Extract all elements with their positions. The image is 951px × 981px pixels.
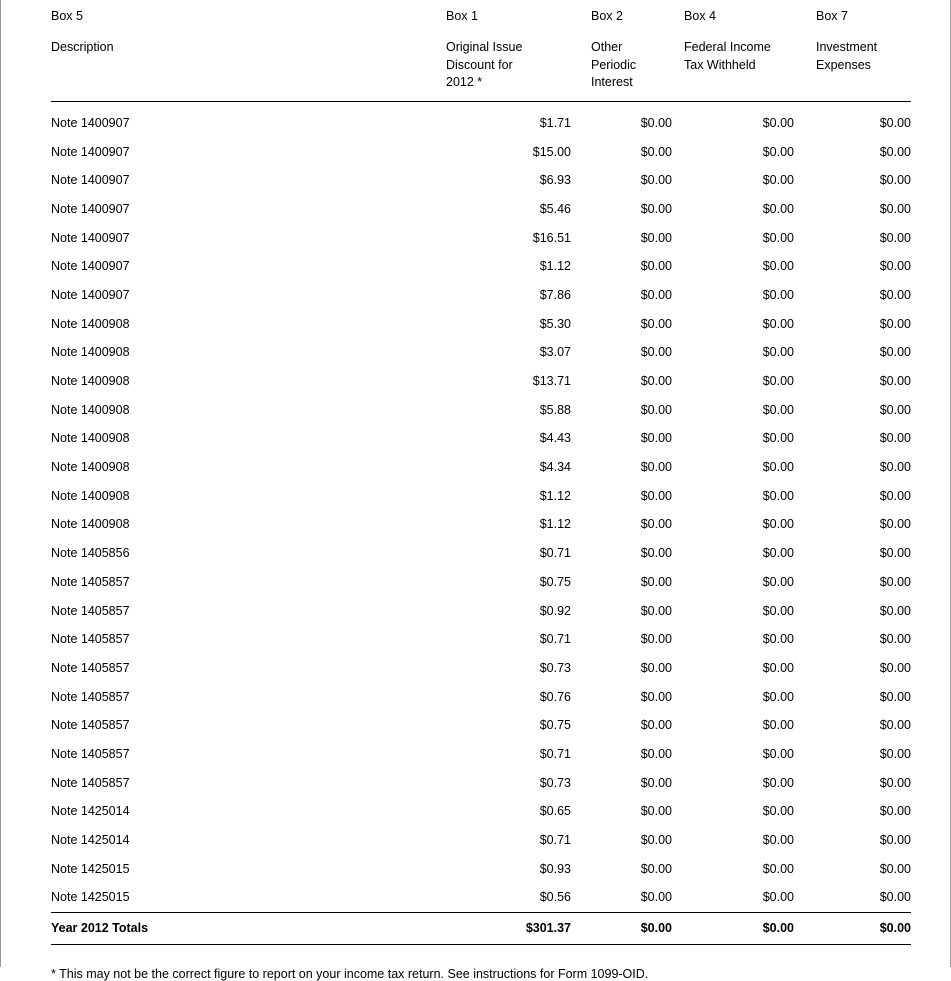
row-description: Note 1400907 xyxy=(51,230,130,245)
row-box1: $0.71 xyxy=(539,632,571,647)
row-box7: $0.00 xyxy=(879,201,911,216)
row-box4: $0.00 xyxy=(762,431,794,446)
totals-box1: $301.37 xyxy=(525,921,571,936)
row-box2: $0.00 xyxy=(640,603,672,618)
row-box1: $16.51 xyxy=(532,230,571,245)
row-box2: $0.00 xyxy=(640,746,672,761)
row-box2: $0.00 xyxy=(640,574,672,589)
table-row xyxy=(51,768,911,797)
row-box1: $5.30 xyxy=(539,316,571,331)
row-box7: $0.00 xyxy=(879,574,911,589)
row-box7: $0.00 xyxy=(879,316,911,331)
row-description: Note 1425015 xyxy=(51,861,130,876)
row-box4: $0.00 xyxy=(762,718,794,733)
row-box4: $0.00 xyxy=(762,546,794,561)
row-box2: $0.00 xyxy=(640,287,672,302)
row-box2: $0.00 xyxy=(640,546,672,561)
row-box7: $0.00 xyxy=(879,833,911,848)
table-row xyxy=(51,682,911,711)
row-box4: $0.00 xyxy=(762,287,794,302)
row-description: Note 1400908 xyxy=(51,460,130,475)
table-row xyxy=(51,854,911,883)
row-box7: $0.00 xyxy=(879,287,911,302)
row-box2: $0.00 xyxy=(640,775,672,790)
row-box7: $0.00 xyxy=(879,259,911,274)
header-box-desc: Box 5 xyxy=(51,9,83,23)
row-box2: $0.00 xyxy=(640,861,672,876)
row-box7: $0.00 xyxy=(879,144,911,159)
table-row xyxy=(51,625,911,654)
row-description: Note 1400907 xyxy=(51,115,130,130)
table-row xyxy=(51,395,911,424)
row-box7: $0.00 xyxy=(879,775,911,790)
row-box1: $0.71 xyxy=(539,746,571,761)
row-box2: $0.00 xyxy=(640,689,672,704)
row-box2: $0.00 xyxy=(640,316,672,331)
row-box7: $0.00 xyxy=(879,718,911,733)
row-box4: $0.00 xyxy=(762,488,794,503)
header-title-row xyxy=(51,39,911,101)
row-box1: $0.93 xyxy=(539,861,571,876)
header-box-1: Box 1 xyxy=(446,9,478,23)
row-description: Note 1400908 xyxy=(51,316,130,331)
row-box7: $0.00 xyxy=(879,374,911,389)
row-box7: $0.00 xyxy=(879,431,911,446)
header-title-investment-expenses xyxy=(816,39,911,101)
row-box2: $0.00 xyxy=(640,259,672,274)
row-box4: $0.00 xyxy=(762,460,794,475)
header-title-description-text: Description xyxy=(51,40,114,54)
header-box-2: Box 2 xyxy=(591,9,623,23)
row-box4: $0.00 xyxy=(762,603,794,618)
table-row xyxy=(51,510,911,539)
row-box2: $0.00 xyxy=(640,201,672,216)
totals-label: Year 2012 Totals xyxy=(51,921,149,936)
row-box4: $0.00 xyxy=(762,201,794,216)
row-box7: $0.00 xyxy=(879,115,911,130)
row-box2: $0.00 xyxy=(640,144,672,159)
row-box4: $0.00 xyxy=(762,746,794,761)
row-box1: $1.12 xyxy=(539,259,571,274)
row-description: Note 1400908 xyxy=(51,345,130,360)
row-box2: $0.00 xyxy=(640,173,672,188)
row-box2: $0.00 xyxy=(640,833,672,848)
row-box2: $0.00 xyxy=(640,431,672,446)
table-row xyxy=(51,826,911,855)
table-row xyxy=(51,252,911,281)
row-box1: $0.92 xyxy=(539,603,571,618)
row-box4: $0.00 xyxy=(762,689,794,704)
row-description: Note 1400908 xyxy=(51,488,130,503)
row-box7: $0.00 xyxy=(879,804,911,819)
row-box4: $0.00 xyxy=(762,115,794,130)
header-title-other-periodic-interest xyxy=(591,39,684,101)
row-box4: $0.00 xyxy=(762,804,794,819)
oid-table xyxy=(51,0,911,945)
row-description: Note 1405857 xyxy=(51,689,130,704)
row-box1: $1.12 xyxy=(539,488,571,503)
row-box7: $0.00 xyxy=(879,603,911,618)
row-description: Note 1400907 xyxy=(51,144,130,159)
row-box4: $0.00 xyxy=(762,259,794,274)
row-box4: $0.00 xyxy=(762,173,794,188)
row-box7: $0.00 xyxy=(879,230,911,245)
row-description: Note 1400907 xyxy=(51,287,130,302)
row-box2: $0.00 xyxy=(640,488,672,503)
row-box1: $4.34 xyxy=(539,460,571,475)
row-box4: $0.00 xyxy=(762,660,794,675)
row-description: Note 1405857 xyxy=(51,632,130,647)
row-box2: $0.00 xyxy=(640,230,672,245)
row-box2: $0.00 xyxy=(640,460,672,475)
row-box2: $0.00 xyxy=(640,660,672,675)
row-box2: $0.00 xyxy=(640,517,672,532)
row-description: Note 1400907 xyxy=(51,259,130,274)
row-box7: $0.00 xyxy=(879,660,911,675)
row-box1: $6.93 xyxy=(539,173,571,188)
table-row xyxy=(51,797,911,826)
row-box7: $0.00 xyxy=(879,546,911,561)
row-box1: $0.73 xyxy=(539,775,571,790)
header-title-box2-text: Other Periodic Interest xyxy=(591,40,637,89)
row-description: Note 1400908 xyxy=(51,517,130,532)
row-box1: $0.75 xyxy=(539,574,571,589)
row-box7: $0.00 xyxy=(879,517,911,532)
row-box7: $0.00 xyxy=(879,890,911,905)
row-description: Note 1405856 xyxy=(51,546,130,561)
row-box7: $0.00 xyxy=(879,488,911,503)
row-box1: $0.71 xyxy=(539,833,571,848)
row-box2: $0.00 xyxy=(640,345,672,360)
table-head xyxy=(51,0,911,102)
row-box1: $0.75 xyxy=(539,718,571,733)
row-box7: $0.00 xyxy=(879,632,911,647)
row-box7: $0.00 xyxy=(879,173,911,188)
row-box2: $0.00 xyxy=(640,804,672,819)
totals-row xyxy=(51,913,911,944)
row-description: Note 1425015 xyxy=(51,890,130,905)
header-title-box4-text: Federal Income Tax Withheld xyxy=(684,40,771,72)
row-box7: $0.00 xyxy=(879,460,911,475)
table-row xyxy=(51,481,911,510)
table-row xyxy=(51,166,911,195)
row-description: Note 1405857 xyxy=(51,775,130,790)
header-title-federal-income-tax-withheld xyxy=(684,39,816,101)
row-description: Note 1400907 xyxy=(51,173,130,188)
row-description: Note 1405857 xyxy=(51,718,130,733)
row-box2: $0.00 xyxy=(640,374,672,389)
header-title-box7-text: Investment Expenses xyxy=(816,40,878,72)
table-row xyxy=(51,654,911,683)
table-row xyxy=(51,740,911,769)
table-row xyxy=(51,453,911,482)
row-box7: $0.00 xyxy=(879,402,911,417)
table-row xyxy=(51,539,911,568)
row-box4: $0.00 xyxy=(762,345,794,360)
totals-box7: $0.00 xyxy=(879,921,911,936)
header-box-row xyxy=(51,0,911,39)
row-box2: $0.00 xyxy=(640,115,672,130)
row-box4: $0.00 xyxy=(762,316,794,331)
footnote: * This may not be the correct figure to report on your income tax return. See instructions for Form 1099-OID. xyxy=(51,966,649,981)
table-row xyxy=(51,137,911,166)
page-content xyxy=(1,0,950,981)
row-box2: $0.00 xyxy=(640,718,672,733)
row-box4: $0.00 xyxy=(762,144,794,159)
row-box4: $0.00 xyxy=(762,890,794,905)
row-box4: $0.00 xyxy=(762,632,794,647)
row-box1: $0.65 xyxy=(539,804,571,819)
row-description: Note 1425014 xyxy=(51,804,130,819)
row-box2: $0.00 xyxy=(640,402,672,417)
row-description: Note 1400908 xyxy=(51,374,130,389)
row-box1: $5.46 xyxy=(539,201,571,216)
row-box4: $0.00 xyxy=(762,230,794,245)
row-box4: $0.00 xyxy=(762,517,794,532)
table-row xyxy=(51,309,911,338)
table-row xyxy=(51,195,911,224)
row-box1: $15.00 xyxy=(532,144,571,159)
row-box2: $0.00 xyxy=(640,890,672,905)
row-description: Note 1405857 xyxy=(51,574,130,589)
row-description: Note 1400908 xyxy=(51,431,130,446)
table-row xyxy=(51,281,911,310)
table-row xyxy=(51,568,911,597)
header-box-4: Box 4 xyxy=(684,9,716,23)
table-body xyxy=(51,102,911,912)
row-box4: $0.00 xyxy=(762,833,794,848)
row-description: Note 1405857 xyxy=(51,746,130,761)
row-box1: $4.43 xyxy=(539,431,571,446)
row-description: Note 1405857 xyxy=(51,660,130,675)
row-box1: $0.71 xyxy=(539,546,571,561)
totals-box4: $0.00 xyxy=(762,921,794,936)
table-foot xyxy=(51,912,911,945)
header-title-original-issue-discount xyxy=(446,39,591,101)
row-box4: $0.00 xyxy=(762,775,794,790)
table-row xyxy=(51,424,911,453)
table-row xyxy=(51,711,911,740)
totals-box2: $0.00 xyxy=(640,921,672,936)
row-box1: $0.76 xyxy=(539,689,571,704)
header-title-description xyxy=(51,39,446,101)
row-box1: $1.71 xyxy=(539,115,571,130)
row-box7: $0.00 xyxy=(879,345,911,360)
table-row xyxy=(51,367,911,396)
row-box1: $13.71 xyxy=(532,374,571,389)
table-row xyxy=(51,102,911,138)
row-box2: $0.00 xyxy=(640,632,672,647)
table-row xyxy=(51,596,911,625)
row-box4: $0.00 xyxy=(762,374,794,389)
table-row xyxy=(51,883,911,912)
row-description: Note 1405857 xyxy=(51,603,130,618)
row-box4: $0.00 xyxy=(762,574,794,589)
row-box7: $0.00 xyxy=(879,689,911,704)
table-row xyxy=(51,223,911,252)
row-box4: $0.00 xyxy=(762,861,794,876)
table-row xyxy=(51,338,911,367)
header-title-box1-text: Original Issue Discount for 2012 * xyxy=(446,40,523,89)
row-box1: $5.88 xyxy=(539,402,571,417)
row-box7: $0.00 xyxy=(879,746,911,761)
row-box1: $3.07 xyxy=(539,345,571,360)
row-description: Note 1400907 xyxy=(51,201,130,216)
row-box1: $0.56 xyxy=(539,890,571,905)
row-box1: $7.86 xyxy=(539,287,571,302)
row-box1: $1.12 xyxy=(539,517,571,532)
row-box1: $0.73 xyxy=(539,660,571,675)
row-description: Note 1400908 xyxy=(51,402,130,417)
row-box4: $0.00 xyxy=(762,402,794,417)
row-box7: $0.00 xyxy=(879,861,911,876)
row-description: Note 1425014 xyxy=(51,833,130,848)
header-box-7: Box 7 xyxy=(816,9,848,23)
